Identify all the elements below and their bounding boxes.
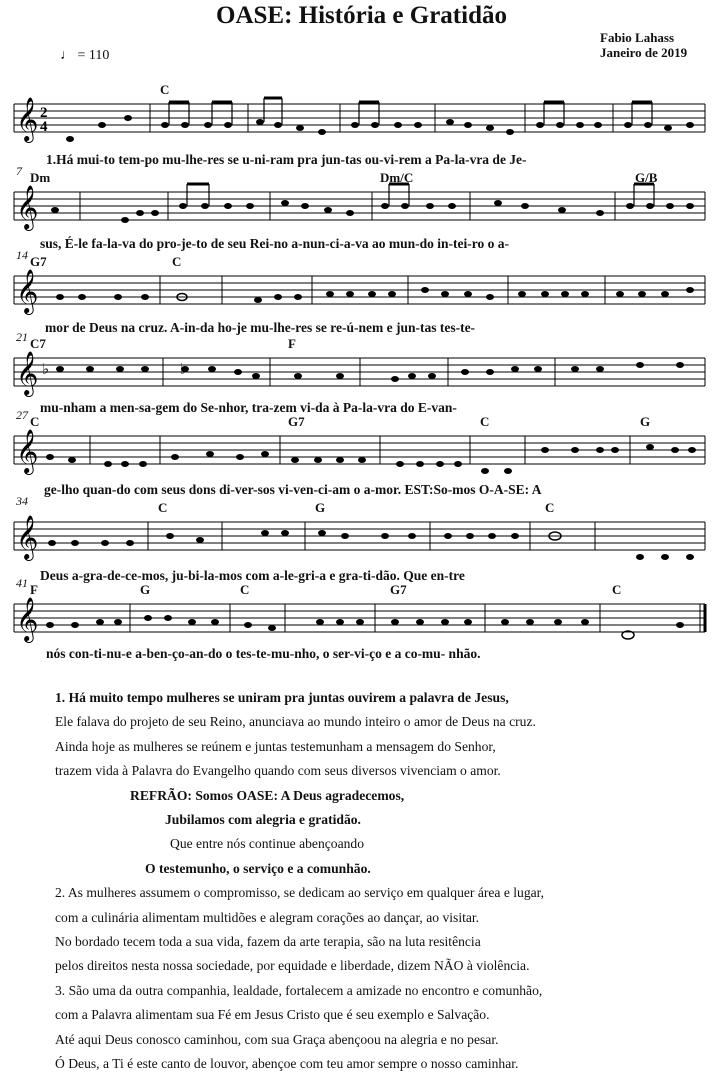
chord-label: C [545,500,555,515]
measure-number: 41 [16,576,28,590]
measure-number: 7 [16,164,22,178]
measure-number: 14 [16,248,28,262]
lyric-line-4: mu-nham a men-sa-gem do Se-nhor, tra-zem vi-da à Pa-la-vra do E-van- [40,400,457,415]
svg-text:♭: ♭ [42,362,50,378]
verses-text [55,686,695,1077]
verse-line: 3. São uma da outra companhia, lealdade, fortalecem a amizade no encontro e comunhão, [55,982,543,998]
svg-text:♭: ♭ [180,362,188,378]
chord-label: C [160,82,170,97]
verse-line: Até aqui Deus conosco caminhou, com sua Graça abençoou na alegria e no pesar. [55,1031,499,1047]
lyric-line-1: 1.Há mui-to tem-po mu-lhe-res se u-ni-ram pra jun-tas ou-vi-rem a Pa-la-vra de Je- [46,152,527,167]
svg-text:𝄞: 𝄞 [16,429,39,473]
chord-label: C7 [30,336,46,351]
composer-name: Fabio Lahass [600,30,675,45]
svg-text:4: 4 [40,119,48,135]
chord-label: F [288,336,296,351]
refrain-line: REFRÃO: Somos OASE: A Deus agradecemos, [130,787,405,803]
verse-line: Ele falava do projeto de seu Reino, anunciava ao mundo inteiro o amor de Deus na cruz. [55,714,536,730]
chord-label: Dm [30,170,51,185]
music-system-1 [0,80,723,180]
lyric-line-6: Deus a-gra-de-ce-mos, ju-bi-la-mos com a-le-gri-a e gra-ti-dão. Que en-tre [40,568,465,583]
chord-label: G7 [390,582,407,597]
svg-text:𝄞: 𝄞 [16,351,39,395]
chord-label: G [140,582,151,597]
refrain-line: Que entre nós continue abençoando [170,836,365,852]
svg-text:𝄞: 𝄞 [16,97,39,141]
verse-line: No bordado tecem toda a sua vida, fazem da arte terapia, são na luta resitência [55,934,481,950]
author-block [600,30,687,60]
chord-label: C [172,254,182,269]
chord-label: C [612,582,622,597]
measure-number: 21 [16,330,28,344]
verse-line: Ainda hoje as mulheres se reúnem e juntas testemunham a mensagem do Senhor, [55,738,496,754]
tempo-marking: ♩ = 110 [60,48,110,63]
chord-label: G7 [288,414,305,429]
music-system-7 [0,576,723,680]
music-system-5 [0,408,723,512]
svg-text:𝄞: 𝄞 [16,515,39,559]
verse-line: 1. Há muito tempo mulheres se uniram pra juntas ouvirem a palavra de Jesus, [55,690,509,705]
svg-text:𝄞: 𝄞 [16,185,39,229]
verse-line: Ó Deus, a Ti é este canto de louvor, abençoe com teu amor sempre o nosso caminhar. [55,1056,519,1072]
svg-text:2: 2 [40,105,48,121]
refrain-line: Jubilamos com alegria e gratidão. [165,812,361,828]
verse-line: trazem vida à Palavra do Evangelho quando com seus diversos vivenciam o amor. [55,763,501,779]
lyric-line-2: sus, É-le fa-la-va do pro-je-to de seu Rei-no a-nun-ci-a-va ao mun-do in-tei-ro o a- [40,236,509,251]
measure-number: 34 [16,494,28,508]
chord-label: Dm/C [380,170,414,185]
chord-label: C [30,414,40,429]
refrain-line: O testemunho, o serviço e a comunhão. [145,860,371,876]
page-title: OASE: História e Gratidão [216,2,507,29]
chord-label: G [640,414,651,429]
chord-label: C [480,414,490,429]
chord-label: F [30,582,38,597]
verse-line: com a Palavra alimentam sua Fé em Jesus Cristo que é seu exemplo e Salvação. [55,1007,490,1023]
lyric-line-7: nós con-ti-nu-e a-ben-ço-an-do o tes-te-mu-nho, o ser-vi-ço e a co-mu- nhão. [46,646,481,661]
chord-label: C [158,500,168,515]
chord-label: C [240,582,250,597]
chord-label: G [315,500,326,515]
lyric-line-3: mor de Deus na cruz. A-in-da ho-je mu-lhe-res se re-ú-nem e jun-tas tes-te- [45,320,476,335]
svg-text:𝄞: 𝄞 [16,269,39,313]
lyric-line-5: ge-lho quan-do com seus dons di-ver-sos vi-ven-ci-am o a-mor. EST:So-mos O-A-SE: A [44,482,542,497]
verse-line: com a culinária alimentam multidões e alegram corações ao dançar, ao visitar. [55,909,480,925]
measure-number: 27 [16,408,28,422]
chord-label: G7 [30,254,47,269]
svg-text:𝄞: 𝄞 [16,597,39,641]
composition-date: Janeiro de 2019 [600,45,688,60]
chord-label: G/B [635,170,658,185]
verse-line: 2. As mulheres assumem o compromisso, se dedicam ao serviço em qualquer área e lugar, [55,885,545,901]
verse-line: pelos direitos nesta nossa sociedade, por equidade e liberdade, dizem NÃO à violência. [55,958,530,974]
